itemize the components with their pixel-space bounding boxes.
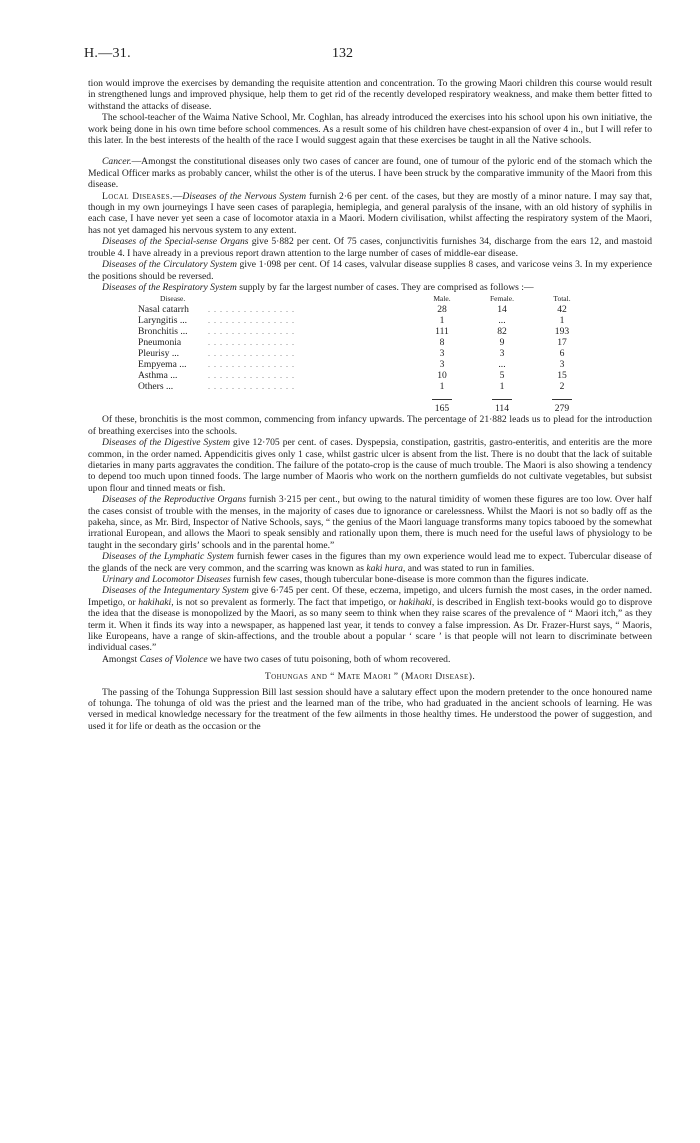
cancer-text: —Amongst the constitutional diseases only two cases of cancer are found, one of tumour of the pyloric end of the stomach which the Medical Officer marks as probably cancer, whilst the other is of the uterus. I have been struck by the comparative immunity of the Maori from this disease. [88,156,652,191]
table-rule-row [138,392,592,403]
header-disease: Disease. [160,294,186,304]
table-row: Nasal catarrh . . . . . . . . . . . . . . . 28 14 42 [138,304,567,316]
intro-paragraph-2: The school-teacher of the Waima Native School, Mr. Coghlan, has already introduced the exercises into his school upon his own initiative, the work being done in his own time before school commences. As a result some of his children have chest-expansion of over 4 in., but I will refer to this later. In the best interests of the health of the race I would suggest again that these exercises be taught in all the Native schools. [88,112,652,147]
cancer-paragraph [88,156,652,190]
table-row: Pleurisy ... . . . . . . . . . . . . . . . 3 3 6 [138,348,565,360]
cancer-title: Cancer. [102,156,132,168]
circulatory-paragraph: Diseases of the Circulatory System give 1·098 per cent. Of 14 cases, valvular disease supplies 8 cases, and varicose veins 3. In my experience the positions should be reversed. [88,259,652,282]
reproductive-paragraph: Diseases of the Reproductive Organs furnish 3·215 per cent., but owing to the natural timidity of women these figures are too low. Over half the cases consist of trouble with the menses, in the majority of cases due to ignorance or carelessness. Whilst the Maori is not so badly off as the pakeha, since, as Mr. Bird, Inspector of Native Schools, says, “ the genius of the Maori language transforms many topics tabooed by the somewhat irrational European, and allows the Maori to speak sensibly and rationally upon them, there is much need for the useful laws of physiology to be taught in the secondary girls’ schools and in the parental home.” [88,494,653,551]
total-female: 114 [494,403,510,415]
table-totals-row [138,403,592,414]
report-code: H.—31. [84,46,131,61]
urinary-paragraph: Urinary and Locomotor Diseases furnish few cases, though tubercular bone-disease is more common than the figures indicate. [102,574,589,585]
table-row: Laryngitis ... . . . . . . . . . . . . . . . 1 ... 1 [138,315,565,327]
total-male: 165 [434,403,450,415]
violence-paragraph: Amongst Cases of Violence we have two cases of tutu poisoning, both of whom recovered. [102,653,451,665]
section-heading: Tohungas and “ Mate Maori ” (Maori Disease). [264,671,476,683]
table-row: Others ... . . . . . . . . . . . . . . . 1 1 2 [138,381,565,393]
header-female: Female. [490,294,514,304]
table-row: Pneumonia . . . . . . . . . . . . . . . 8 9 17 [138,337,567,349]
header-total: Total. [553,294,571,304]
nervous-system-title: Diseases of the Nervous System [182,190,307,202]
digestive-paragraph: Diseases of the Digestive System give 12·705 per cent. of cases. Dyspepsia, constipation, gastritis, gastro-enteritis, and enteritis are the more common, in the order named. Appendicitis gives only 1 case, whilst gastric ulcer is absent from the list. There is no doubt that the lack of suitable dietaries in many parts aggravates the condition. The failure of the potato-crop is the cause of much trouble. The Maori is also showing a tendency to depend too much upon tinned foods. The large number of Maoris who work on the northern gumfields do not cultivate vegetables, but subsist upon flour and tinned meats or fish. [88,437,652,494]
tohunga-paragraph: The passing of the Tohunga Suppression Bill last session should have a salutary effect upon the modern pretender to the once honoured name of tohunga. The tohunga of old was the priest and the learned man of the tribe, who had graduated in the ancient schools of learning. He was versed in medical knowledge necessary for the treatment of the few ailments in those healthy times. He understood the power of suggestion, and used it for life or death as the occasion or the [88,686,652,732]
integumentary-paragraph: Diseases of the Integumentary System give 6·745 per cent. Of these, eczema, impetigo, and ulcers furnish the most cases, in the order named. Impetigo, or hakihaki, is not so prevalent as formerly. The fact that impetigo, or hakihaki, is described in English text-books would go to disprove the idea that the disease is monopolized by the Maori, as so many seem to think when they raise scares of the prevalence of “ Maori itch,” as they term it. When it finds its way into a newspaper, as happened last year, it tends to convey a false impression. As Dr. Frazer-Hurst says, “ Maoris, like Europeans, have a range of skin-affections, and the trouble about a popular ‘ scare ’ is that people will not learn to discriminate between individual cases.” [88,585,652,654]
table-row: Asthma ... . . . . . . . . . . . . . . . 10 5 15 [138,370,567,382]
intro-paragraph-1: tion would improve the exercises by demanding the requisite attention and concentration. To the growing Maori children this course would result in strengthened lungs and improved physique, help them to get rid of the recently developed respiratory weakness, and make them better fitted to withstand the attacks of disease. [88,78,652,112]
table-header-row [138,293,592,304]
nervous-system-text: furnish 2·6 per cent. of the cases, but they are mostly of a minor nature. I may say that, though in my own journeyings I have seen cases of paraplegia, hemiplegia, and general paralysis of the insane, with an old history of syphilis in each case, I have never yet seen a case of locomotor ataxia in a Maori. Modern civilisation, whilst affecting the respiratory system of the Maori, has not yet damaged his nervous system to any extent. [88,190,652,236]
respiratory-paragraph: Diseases of the Respiratory System supply by far the largest number of cases. They are comprised as follows :— [102,281,534,293]
nervous-system-paragraph: Local Diseases.—Diseases of the Nervous System furnish 2·6 per cent. of the cases, but they are mostly of a minor nature. I may say that, though in my own journeyings I have seen cases of paraplegia, hemiplegia, and general paralysis of the insane, with an old history of syphilis in each case, I have never yet seen a case of locomotor ataxia in a Maori. Modern civilisation, whilst affecting the respiratory system of the Maori, has not yet damaged his nervous system to any extent. [88,190,652,236]
page-header [84,48,652,78]
lymphatic-paragraph: Diseases of the Lymphatic System furnish fewer cases in the figures than my own experience would lead me to expect. Tubercular disease of the glands of the neck are very common, and the scarring was known as kaki hura, and was stated to run in families. [88,551,653,574]
table-row: Bronchitis ... . . . . . . . . . . . . . . . 111 82 193 [138,326,570,338]
respiratory-disease-table [138,293,592,414]
page-number: 132 [332,46,353,61]
total-all: 279 [554,403,570,415]
special-sense-paragraph: Diseases of the Special-sense Organs give 5·882 per cent. Of 75 cases, conjunctivitis furnishes 34, discharge from the ears 12, and mastoid trouble 4. I have already in a previous report drawn attention to the large number of cases of middle-ear disease. [88,236,653,259]
table-row: Empyema ... . . . . . . . . . . . . . . . 3 ... 3 [138,359,565,371]
bronchitis-paragraph: Of these, bronchitis is the most common, commencing from infancy upwards. The percentage of 21·882 leads us to plead for the introduction of breathing exercises into the schools. [88,414,652,437]
local-diseases-label: Local Diseases. [102,190,173,202]
header-male: Male. [433,294,451,304]
